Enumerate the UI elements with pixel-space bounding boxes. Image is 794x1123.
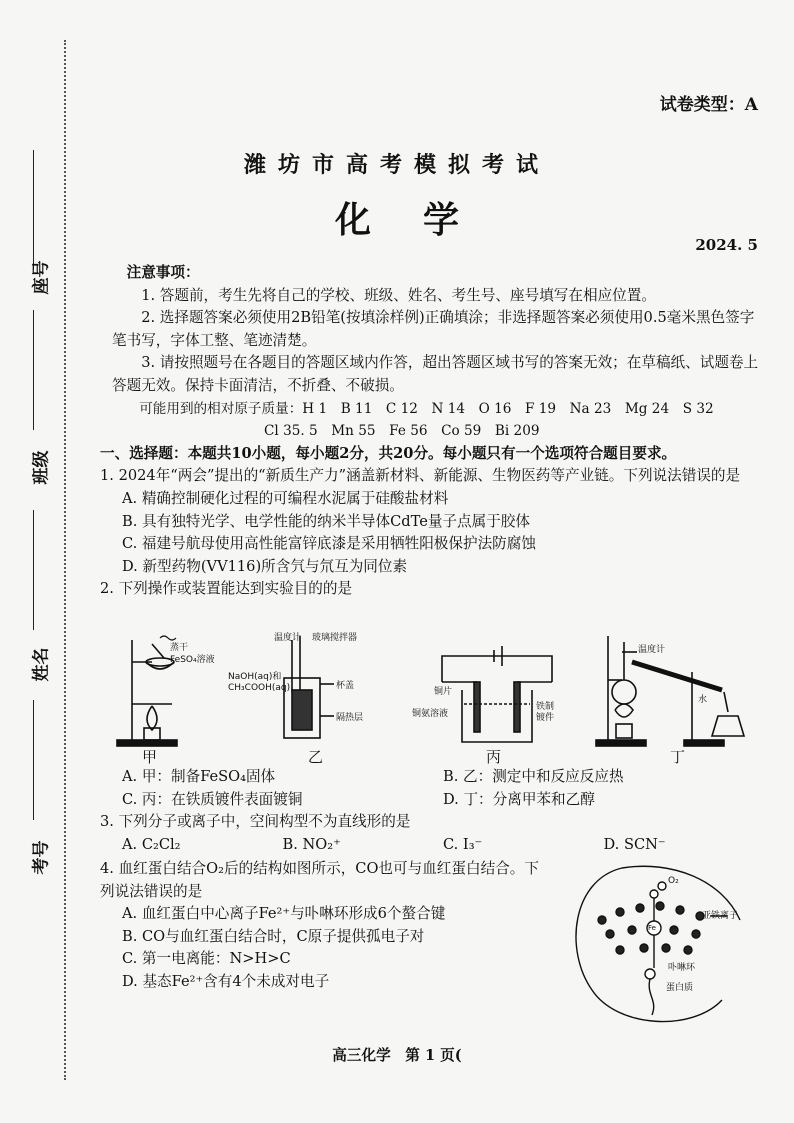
q2-stem: 2. 下列操作或装置能达到实验目的的是 [100, 580, 353, 598]
name-blank-line [33, 510, 34, 630]
exam-date: 2024. 5 [695, 236, 758, 254]
hemoglobin-drawing [562, 860, 752, 1030]
q4-option-a: A. 血红蛋白中心离子Fe²⁺与卟啉环形成6个螯合键 [122, 905, 446, 923]
exam-number-blank-line [33, 700, 34, 820]
jia-label-dry: 蒸干 [170, 643, 189, 653]
apparatus-ding [596, 636, 744, 746]
yi-label-thermometer: 温度计 [274, 633, 302, 643]
q1-stem: 1. 2024年“两会”提出的“新质生产力”涵盖新材料、新能源、生物医药等产业链。下列说法错误的是 [100, 467, 741, 485]
label-ferrous-ion: 亚铁离子 [702, 911, 739, 921]
bing-label-solution: 铜氨溶液 [412, 709, 449, 719]
q2-option-a: A. 甲：制备FeSO₄固体 [122, 768, 276, 785]
seat-number-label: 座号 [31, 260, 52, 295]
bing-label-iron: 铁制 [536, 702, 555, 712]
page-footer: 高三化学 第 1 页( [332, 1047, 462, 1064]
q4-option-d: D. 基态Fe²⁺含有4个未成对电子 [122, 972, 330, 990]
figure-label-ding: 丁 [670, 748, 686, 766]
q2-q3-content [100, 766, 764, 856]
section-heading: 一、选择题：本题共10小题，每小题2分，共20分。每小题只有一个选项符合题目要求。 [100, 444, 677, 462]
q4-content [100, 858, 552, 994]
notice-item: 2. 选择题答案必须使用2B铅笔(按填涂样例)正确填涂；非选择题答案必须使用0.5毫米黑色签字笔书写，字体工整、笔迹清楚。 [112, 309, 755, 349]
ding-label-water: 水 [698, 695, 708, 705]
jia-label-solution: FeSO₄溶液 [170, 655, 215, 665]
q4-option-b: B. CO与血红蛋白结合时，C原子提供孤电子对 [122, 927, 425, 945]
paper-type: 试卷类型：A [659, 95, 758, 115]
notice-item: 3. 请按照题号在各题目的答题区域内作答，超出答题区域书写的答案无效；在草稿纸、试题卷上答题无效。保持卡面清洁，不折叠、不破损。 [112, 354, 759, 394]
figure-label-yi: 乙 [308, 748, 324, 766]
atomic-mass-line: Cl 35. 5 Mn 55 Fe 56 Co 59 Bi 209 [264, 423, 540, 440]
q4-stem: 4. 血红蛋白结合O₂后的结构如图所示，CO也可与血红蛋白结合。下列说法错误的是 [100, 860, 539, 900]
label-fe: Fe [648, 924, 656, 932]
yi-label-stirrer: 玻璃搅拌器 [312, 633, 358, 643]
label-protein: 蛋白质 [666, 983, 694, 993]
exam-number-label: 考号 [31, 840, 52, 875]
figure-label-jia: 甲 [142, 748, 158, 766]
apparatus-yi [284, 636, 334, 738]
apparatus-bing [442, 646, 555, 742]
q2-figures [112, 632, 762, 772]
figure-label-bing: 丙 [486, 748, 502, 766]
exam-title: 潍坊市高考模拟考试 [243, 152, 550, 178]
notice-item: 1. 答题前，考生先将自己的学校、班级、姓名、考生号、座号填写在相应位置。 [141, 286, 656, 304]
label-o2: O₂ [668, 876, 679, 886]
apparatus-jia [117, 636, 177, 746]
yi-label-lid: 杯盖 [336, 681, 355, 691]
bing-label-copper: 铜片 [434, 687, 453, 697]
name-label: 姓名 [31, 647, 52, 682]
notice-heading: 注意事项： [126, 264, 200, 281]
class-label: 班级 [31, 450, 52, 485]
q1-option-c: C. 福建号航母使用高性能富锌底漆是采用牺牲阳极保护法防腐蚀 [122, 535, 536, 553]
yi-label-insulation: 隔热层 [336, 713, 364, 723]
ding-label-thermometer: 温度计 [638, 645, 666, 655]
hemoglobin-figure [562, 860, 752, 1030]
yi-label-naoh: NaOH(aq)和 [228, 672, 282, 682]
q3-stem: 3. 下列分子或离子中，空间构型不为直线形的是 [100, 813, 411, 831]
q3-option-a: A. C₂Cl₂ [122, 835, 181, 853]
atomic-mass-line: 可能用到的相对原子质量：H 1 B 11 C 12 N 14 O 16 F 19 Na 23 Mg 24 S 32 [139, 400, 714, 417]
question-content [100, 262, 764, 601]
q3-option-b: B. NO₂⁺ [282, 835, 341, 853]
yi-label-acid: CH₃COOH(aq) [228, 683, 291, 693]
q2-option-d: D. 丁：分离甲苯和乙醇 [443, 790, 595, 808]
q3-option-d: D. SCN⁻ [603, 835, 666, 853]
q1-option-d: D. 新型药物(VV116)所含氕与氘互为同位素 [122, 557, 408, 575]
q2-option-b: B. 乙：测定中和反应反应热 [443, 768, 624, 785]
label-porphyrin: 卟啉环 [668, 963, 696, 973]
class-blank-line [33, 310, 34, 430]
bing-label-part: 镀件 [536, 713, 555, 723]
q1-option-b: B. 具有独特光学、电学性能的纳米半导体CdTe量子点属于胶体 [122, 512, 530, 530]
q1-option-a: A. 精确控制硬化过程的可编程水泥属于硅酸盐材料 [122, 489, 449, 507]
q4-option-c: C. 第一电离能：N>H>C [122, 950, 291, 968]
q3-option-c: C. I₃⁻ [443, 835, 483, 853]
q2-option-c: C. 丙：在铁质镀件表面镀铜 [122, 790, 303, 808]
subject-title: 化学 [334, 199, 511, 241]
